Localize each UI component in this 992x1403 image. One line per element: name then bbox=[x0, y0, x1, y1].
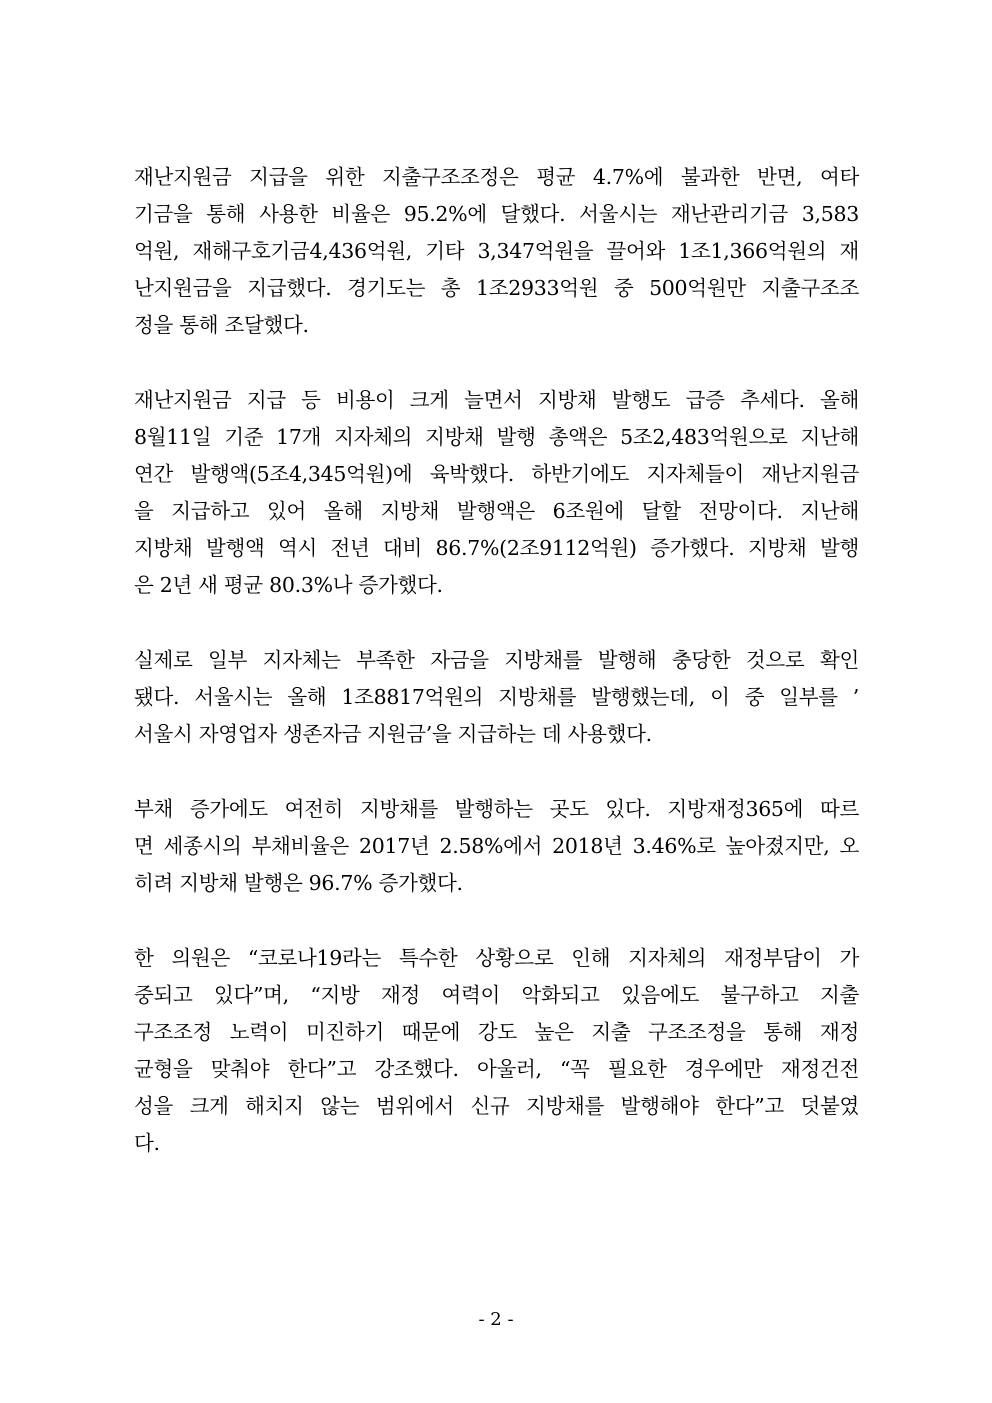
text-line: 됐다. 서울시는 올해 1조8817억원의 지방채를 발행했는데, 이 중 일부를 ’ bbox=[134, 685, 859, 709]
text-line: 기금을 통해 사용한 비율은 95.2%에 달했다. 서울시는 재난관리기금 3,583 bbox=[134, 202, 859, 226]
paragraph-sejong-debt bbox=[134, 791, 859, 902]
page-number: - 2 - bbox=[478, 1309, 514, 1330]
text-line: 지방채 발행액 역시 전년 대비 86.7%(2조9112억원) 증가했다. 지방채 발행 bbox=[134, 536, 859, 560]
text-line: 균형을 맞춰야 한다”고 강조했다. 아울러, “꼭 필요한 경우에만 재정건전 bbox=[134, 1057, 859, 1081]
text-line: 서울시 자영업자 생존자금 지원금’을 지급하는 데 사용했다. bbox=[134, 722, 652, 746]
text-line: 면 세종시의 부채비율은 2017년 2.58%에서 2018년 3.46%로 높아졌지만, 오 bbox=[134, 834, 859, 858]
text-line: 히려 지방채 발행은 96.7% 증가했다. bbox=[134, 871, 463, 895]
text-line: 8월11일 기준 17개 지자체의 지방채 발행 총액은 5조2,483억원으로 지난해 bbox=[134, 425, 859, 449]
document-body bbox=[134, 159, 859, 1200]
text-line: 한 의원은 “코로나19라는 특수한 상황으로 인해 지자체의 재정부담이 가 bbox=[134, 946, 859, 970]
paragraph-local-bond-issuance bbox=[134, 382, 859, 604]
paragraph-disaster-fund-sources bbox=[134, 159, 859, 344]
text-line: 난지원금을 지급했다. 경기도는 총 1조2933억원 중 500억원만 지출구조조 bbox=[134, 276, 859, 300]
text-line: 구조조정 노력이 미진하기 때문에 강도 높은 지출 구조조정을 통해 재정 bbox=[134, 1020, 859, 1044]
text-line: 실제로 일부 지자체는 부족한 자금을 지방채를 발행해 충당한 것으로 확인 bbox=[134, 648, 859, 672]
text-line: 을 지급하고 있어 올해 지방채 발행액은 6조원에 달할 전망이다. 지난해 bbox=[134, 499, 859, 523]
paragraph-lawmaker-quote bbox=[134, 940, 859, 1162]
text-line: 연간 발행액(5조4,345억원)에 육박했다. 하반기에도 지자체들이 재난지원금 bbox=[134, 462, 859, 486]
text-line: 재난지원금 지급 등 비용이 크게 늘면서 지방채 발행도 급증 추세다. 올해 bbox=[134, 388, 859, 412]
text-line: 중되고 있다”며, “지방 재정 여력이 악화되고 있음에도 불구하고 지출 bbox=[134, 983, 859, 1007]
paragraph-seoul-bond-use bbox=[134, 642, 859, 753]
text-line: 은 2년 새 평균 80.3%나 증가했다. bbox=[134, 573, 443, 597]
text-line: 다. bbox=[134, 1131, 160, 1155]
text-line: 성을 크게 해치지 않는 범위에서 신규 지방채를 발행해야 한다”고 덧붙였 bbox=[134, 1094, 859, 1118]
text-line: 정을 통해 조달했다. bbox=[134, 313, 309, 337]
text-line: 억원, 재해구호기금4,436억원, 기타 3,347억원을 끌어와 1조1,366억원의 재 bbox=[134, 239, 859, 263]
text-line: 부채 증가에도 여전히 지방채를 발행하는 곳도 있다. 지방재정365에 따르 bbox=[134, 797, 859, 821]
text-line: 재난지원금 지급을 위한 지출구조조정은 평균 4.7%에 불과한 반면, 여타 bbox=[134, 165, 859, 189]
